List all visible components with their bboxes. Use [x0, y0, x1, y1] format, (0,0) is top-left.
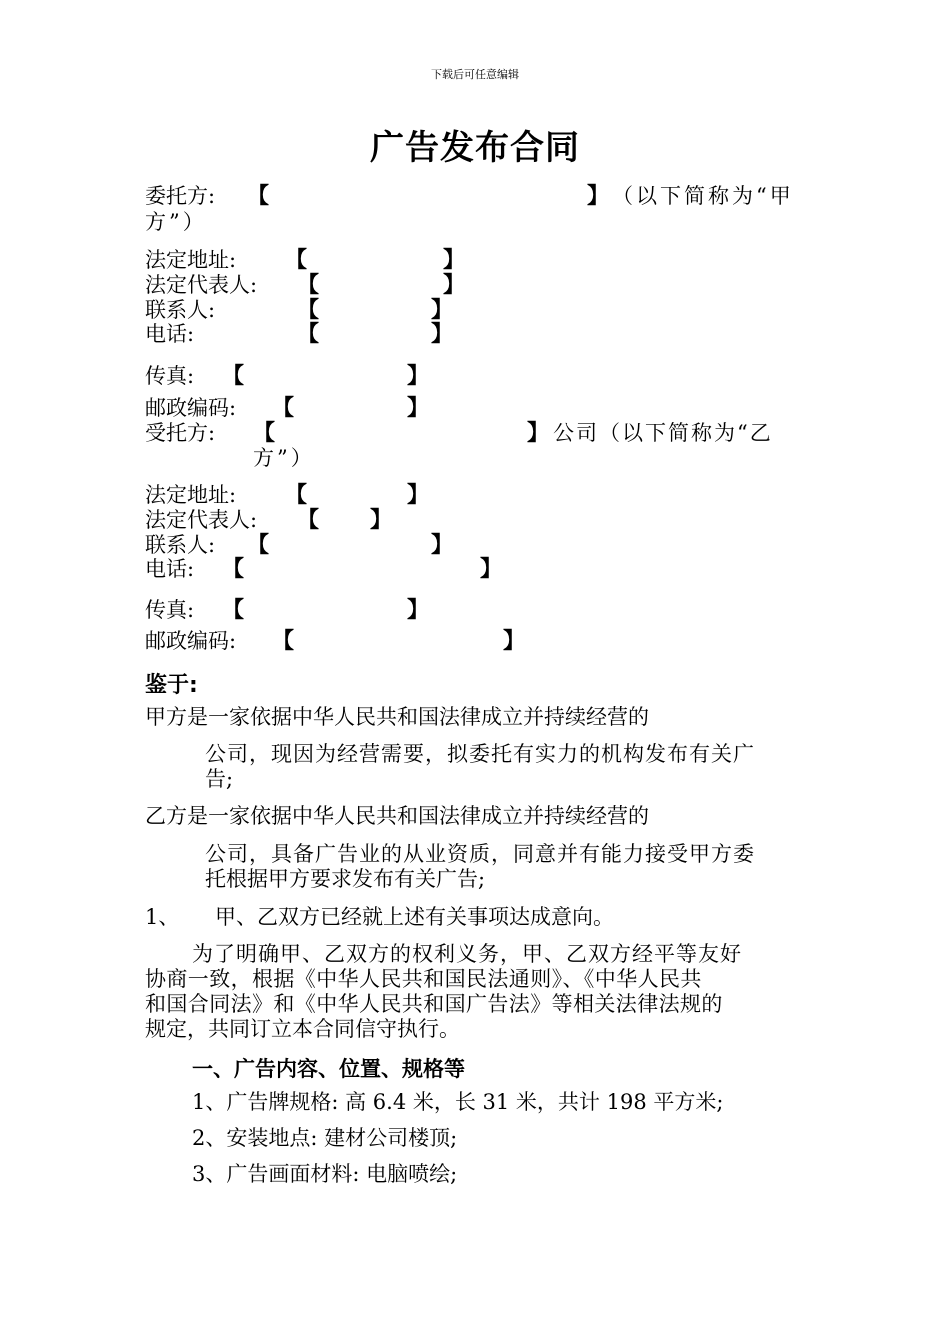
- preamble-line2: 协商一致，根据《中华人民共和国民法通则》、《中华人民共: [145, 967, 702, 991]
- party-a-address-bracket-open: 【: [285, 248, 308, 273]
- party-a-address-bracket-close: 】: [443, 248, 466, 273]
- whereas-item-text: 甲、乙双方已经就上述有关事项达成意向。: [215, 905, 614, 929]
- party-b-rep-bracket-open: 【: [297, 508, 320, 533]
- whereas-a-line3: 告;: [205, 767, 234, 791]
- section1-item-1: 1、广告牌规格: 高 6.4 米，长 31 米，共计 198 平方米;: [192, 1090, 724, 1114]
- party-a-rep-bracket-open: 【: [297, 273, 320, 298]
- party-b-phone-label: 电话:: [145, 557, 195, 581]
- whereas-item-number: 1、: [145, 905, 180, 929]
- party-a-rep-bracket-close: 】: [443, 273, 466, 298]
- party-a-phone-bracket-open: 【: [297, 322, 320, 347]
- header-note: 下载后可任意编辑: [431, 68, 519, 81]
- party-b-postal-label: 邮政编码:: [145, 629, 237, 653]
- party-b-phone-bracket-close: 】: [480, 557, 503, 582]
- party-b-contact-bracket-open: 【: [247, 533, 270, 558]
- party-b-address-label: 法定地址:: [145, 483, 237, 507]
- party-b-fax-bracket-close: 】: [407, 598, 430, 623]
- party-a-fax-bracket-open: 【: [222, 364, 245, 389]
- party-a-name-bracket-close: 】: [587, 184, 610, 209]
- party-b-alias-line1: 公司（以下简称为“乙: [553, 421, 773, 445]
- whereas-a-line2: 公司，现因为经营需要，拟委托有实力的机构发布有关广: [205, 742, 755, 766]
- party-b-fax-label: 传真:: [145, 598, 195, 622]
- party-b-address-bracket-open: 【: [285, 483, 308, 508]
- party-b-address-bracket-close: 】: [407, 483, 430, 508]
- party-b-fax-bracket-open: 【: [222, 598, 245, 623]
- party-a-address-label: 法定地址:: [145, 248, 237, 272]
- party-a-name-bracket-open: 【: [247, 184, 270, 209]
- party-a-alias-line2: 方”）: [145, 210, 207, 234]
- preamble-line3: 和国合同法》和《中华人民共和国广告法》等相关法律法规的: [145, 992, 723, 1016]
- party-b-postal-bracket-close: 】: [503, 629, 526, 654]
- whereas-heading: 鉴于:: [145, 673, 198, 698]
- party-a-rep-label: 法定代表人:: [145, 273, 258, 297]
- party-b-rep-label: 法定代表人:: [145, 508, 258, 532]
- party-b-name-bracket-open: 【: [253, 421, 276, 446]
- party-b-postal-bracket-open: 【: [272, 629, 295, 654]
- section1-item-3: 3、广告画面材料: 电脑喷绘;: [192, 1162, 458, 1186]
- whereas-b-line3: 托根据甲方要求发布有关广告;: [205, 867, 486, 891]
- party-a-fax-bracket-close: 】: [407, 364, 430, 389]
- party-a-postal-bracket-open: 【: [272, 396, 295, 421]
- party-a-alias-line1: （以下简称为“甲: [612, 184, 794, 208]
- preamble-line1: 为了明确甲、乙双方的权利义务，甲、乙双方经平等友好: [192, 942, 742, 966]
- party-a-postal-label: 邮政编码:: [145, 396, 237, 420]
- party-a-contact-bracket-close: 】: [431, 298, 454, 323]
- party-b-label: 受托方:: [145, 421, 216, 445]
- page-title: 广告发布合同: [370, 128, 580, 168]
- party-a-phone-label: 电话:: [145, 322, 195, 346]
- party-b-contact-label: 联系人:: [145, 533, 216, 557]
- party-b-rep-bracket-close: 】: [370, 508, 393, 533]
- party-b-alias-line2: 方”）: [253, 446, 315, 470]
- party-a-label: 委托方:: [145, 184, 216, 208]
- party-a-contact-bracket-open: 【: [297, 298, 320, 323]
- party-a-phone-bracket-close: 】: [431, 322, 454, 347]
- preamble-line4: 规定，共同订立本合同信守执行。: [145, 1017, 460, 1041]
- party-a-fax-label: 传真:: [145, 364, 195, 388]
- section1-heading: 一、广告内容、位置、规格等: [192, 1057, 465, 1081]
- whereas-a-line1: 甲方是一家依据中华人民共和国法律成立并持续经营的: [145, 705, 649, 729]
- section1-item-2: 2、安装地点: 建材公司楼顶;: [192, 1126, 458, 1150]
- party-b-name-bracket-close: 】: [527, 421, 550, 446]
- whereas-b-line1: 乙方是一家依据中华人民共和国法律成立并持续经营的: [145, 804, 649, 828]
- whereas-b-line2: 公司，具备广告业的从业资质，同意并有能力接受甲方委: [205, 842, 755, 866]
- party-b-contact-bracket-close: 】: [431, 533, 454, 558]
- party-a-postal-bracket-close: 】: [407, 396, 430, 421]
- party-a-contact-label: 联系人:: [145, 298, 216, 322]
- party-b-phone-bracket-open: 【: [222, 557, 245, 582]
